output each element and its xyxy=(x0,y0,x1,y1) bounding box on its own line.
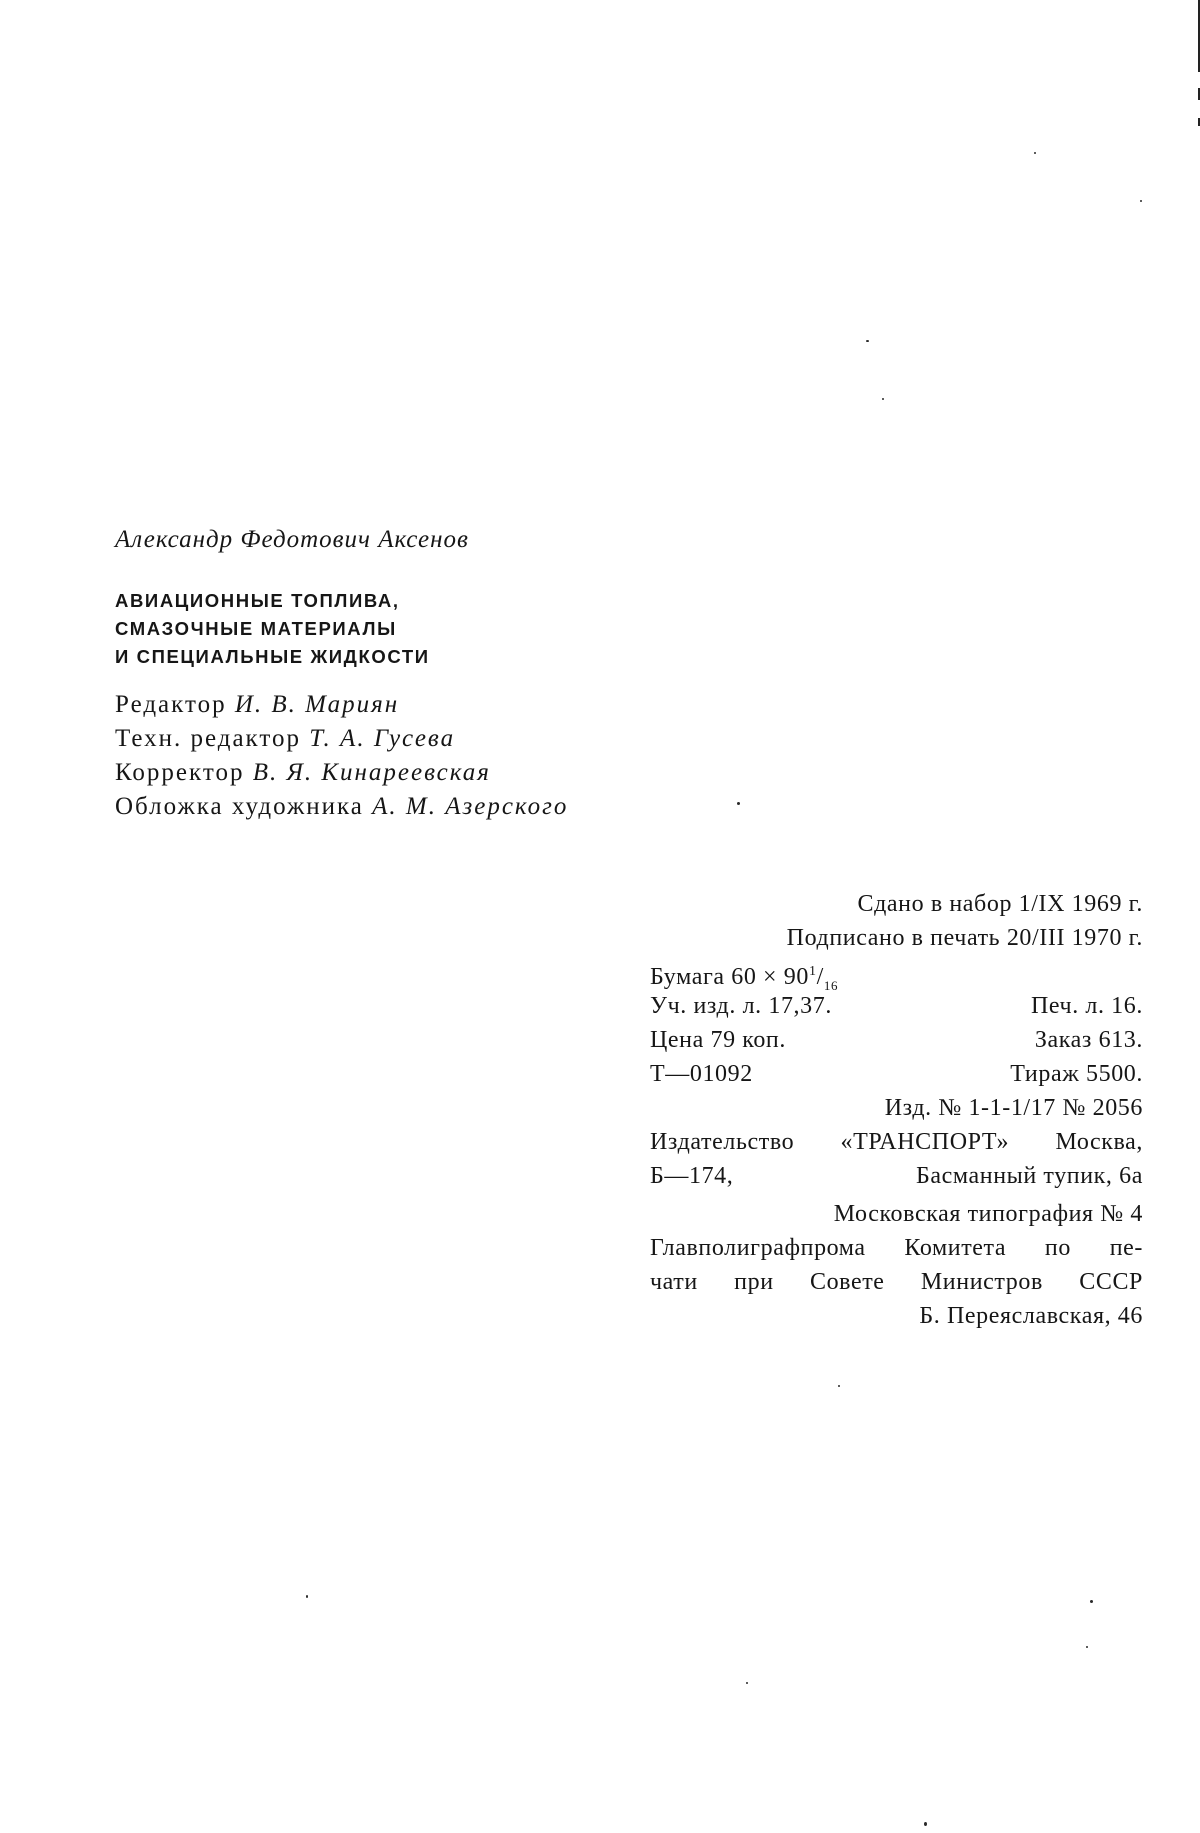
scan-speck xyxy=(838,1385,840,1387)
typeset-date: Сдано в набор 1/IX 1969 г. xyxy=(857,891,1143,917)
credit-proofreader xyxy=(115,756,568,790)
signed-date: Подписано в печать 20/III 1970 г. xyxy=(786,925,1143,951)
credit-role: Техн. редактор xyxy=(115,725,301,752)
credit-role: Редактор xyxy=(115,691,227,718)
printer-line-1: Московская типография № 4 xyxy=(833,1201,1143,1227)
credit-role: Корректор xyxy=(115,759,245,786)
publisher-address xyxy=(650,1159,1143,1193)
scan-speck xyxy=(1034,152,1036,154)
scan-speck xyxy=(737,802,740,805)
edition-number: Изд. № 1-1-1/17 № 2056 xyxy=(884,1095,1143,1121)
paper-format: Бумага $60 \times 90^1/_{16}$ xyxy=(650,964,839,993)
scan-speck xyxy=(746,1682,748,1684)
scan-speck xyxy=(1140,200,1142,202)
scan-speck xyxy=(924,1822,927,1826)
scan-speck xyxy=(1090,1600,1093,1603)
credits-list xyxy=(115,688,568,824)
printed-sheets: Печ. л. 16. xyxy=(1030,993,1143,1019)
price: Цена 79 коп. xyxy=(650,1027,786,1053)
title-line-1: АВИАЦИОННЫЕ ТОПЛИВА, xyxy=(115,590,400,611)
credit-person: В. Я. Кинареевская xyxy=(252,759,491,786)
address-code: Б—174, xyxy=(650,1163,734,1189)
credit-person: И. В. Мариян xyxy=(234,691,400,718)
print-run: Тираж 5500. xyxy=(1010,1061,1143,1087)
credit-person: Т. А. Гусева xyxy=(309,725,456,752)
title-line-3: И СПЕЦИАЛЬНЫЕ ЖИДКОСТИ xyxy=(115,646,430,667)
publisher-sheets: Уч. изд. л. 17,37. xyxy=(650,993,832,1019)
book-title xyxy=(115,587,430,671)
sheets-row xyxy=(650,989,1143,1023)
printer-line-2: Главполиграфпрома Комитета по пе- xyxy=(650,1235,1143,1261)
paper-format-prefix: Бумага 60 × 90 xyxy=(650,964,809,990)
scan-speck xyxy=(306,1595,308,1598)
credit-role: Обложка художника xyxy=(115,793,364,820)
credit-cover-artist xyxy=(115,790,568,824)
scan-speck xyxy=(1086,1646,1088,1648)
credit-editor xyxy=(115,688,568,722)
order-number: Заказ 613. xyxy=(1034,1027,1143,1053)
price-row xyxy=(650,1023,1143,1057)
address-street: Басманный тупик, 6а xyxy=(916,1163,1143,1189)
credit-person: А. М. Азерского xyxy=(372,793,569,820)
printer-line-4: Б. Переяславская, 46 xyxy=(919,1303,1143,1329)
paper-format-sub: 16 xyxy=(823,977,839,993)
title-line-2: СМАЗОЧНЫЕ МАТЕРИАЛЫ xyxy=(115,618,397,639)
credit-tech-editor xyxy=(115,722,568,756)
author-name: Александр Федотович Аксенов xyxy=(115,526,469,553)
scan-speck xyxy=(866,340,869,342)
printer-line-3: чати при Совете Министров СССР xyxy=(650,1269,1143,1295)
imprint-block xyxy=(650,887,1143,1333)
run-row xyxy=(650,1057,1143,1091)
paper-format-sup: 1 xyxy=(808,964,817,979)
publisher-name: Издательство «ТРАНСПОРТ» Москва, xyxy=(650,1129,1143,1155)
t-number: Т—01092 xyxy=(650,1061,753,1087)
scan-speck xyxy=(882,398,884,400)
